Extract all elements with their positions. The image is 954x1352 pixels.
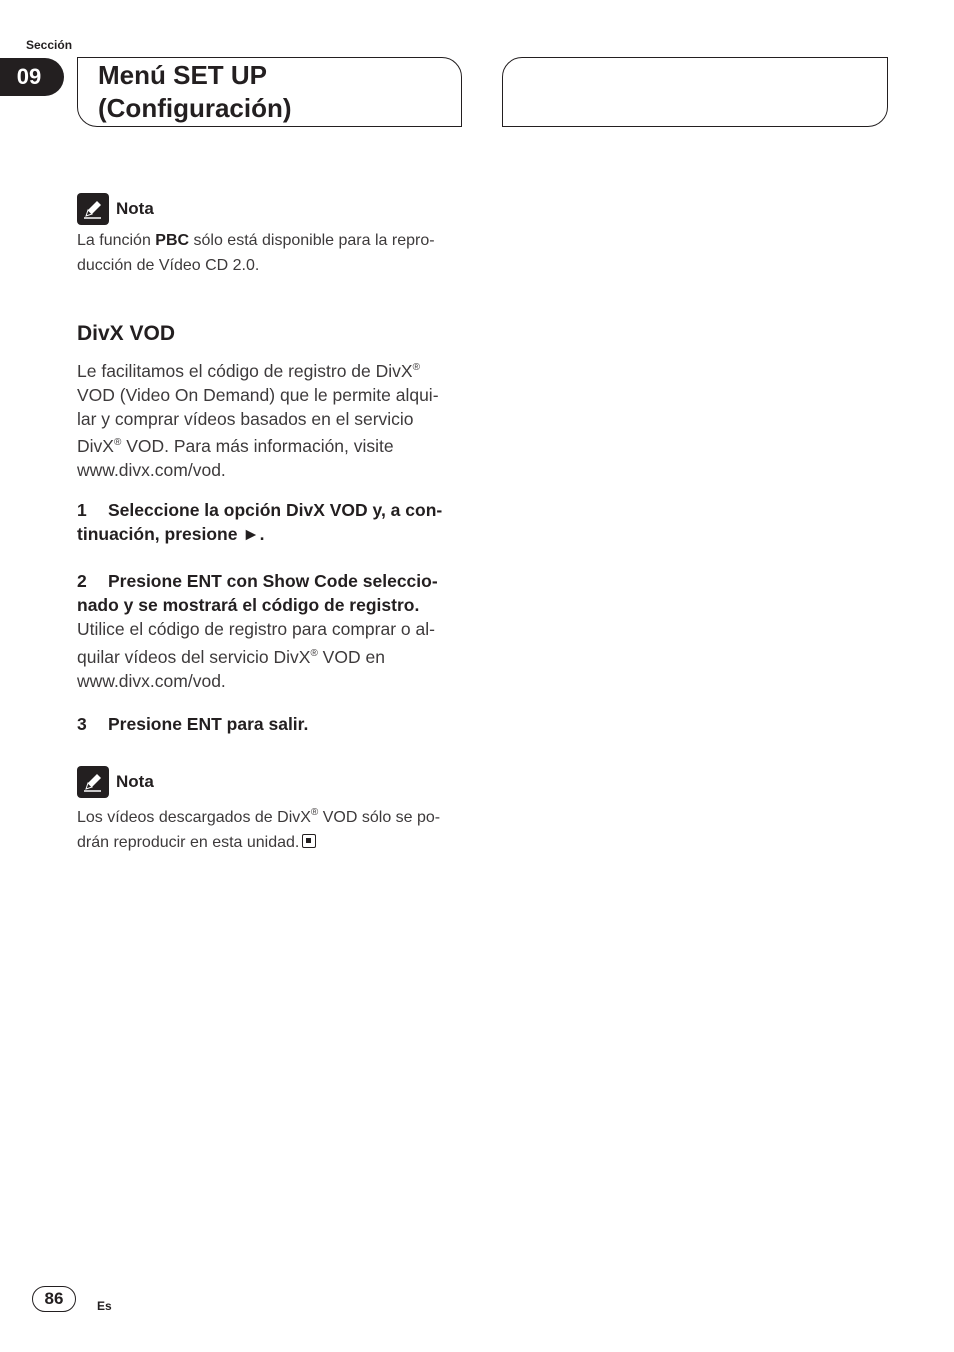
note-text-line: drán reproducir en esta unidad. [77,833,300,851]
paragraph-line: Le facilitamos el código de registro de DivX [77,361,413,381]
note-header [77,766,154,798]
note-text-bold: PBC [155,232,190,249]
paragraph-line: VOD (Video On Demand) que le permite alqui- [77,384,439,405]
description-line: www.divx.com/vod. [77,670,226,691]
step-text: tinuación, presione ►. [77,523,265,544]
description-line: quilar vídeos del servicio DivX [77,646,311,667]
description-line: Utilice el código de registro para comprar o al- [77,619,435,639]
step-text: Seleccione la opción DivX VOD y, a con- [108,500,443,520]
end-of-section-icon [302,834,316,848]
note-label: Nota [116,199,154,218]
step-number: 2 [77,571,87,591]
step-text: nado y se mostrará el código de registro. [77,594,420,615]
description-line: VOD en [317,646,385,667]
section-number-badge: 09 [0,58,64,96]
note-text [77,229,467,278]
page-number: 86 [32,1286,76,1312]
registered-mark: ® [310,647,318,659]
page-title-line2: (Configuración) [98,93,292,123]
note-text-part: Los vídeos descargados de DivX [77,809,311,826]
step-number: 3 [77,714,87,734]
step-3 [77,713,467,737]
note-text [77,801,467,855]
right-header-frame [502,57,888,127]
section-heading: DivX VOD [77,322,176,345]
section-label: Sección [26,38,73,52]
paragraph-line: VOD. Para más información, visite [121,436,394,457]
registered-mark: ® [310,807,319,818]
note-text-line: ducción de Vídeo CD 2.0. [77,256,260,274]
pencil-note-icon [77,193,109,225]
step-2 [77,570,467,618]
page-title [98,59,292,125]
language-code: Es [97,1299,112,1313]
registered-mark: ® [113,437,122,449]
step-2-description [77,618,467,693]
step-1 [77,499,467,547]
intro-paragraph [77,356,467,483]
paragraph-line: lar y comprar vídeos basados en el servicio [77,408,414,429]
step-text: Presione ENT para salir. [108,714,309,734]
note-text-part: sólo está disponible para la repro- [189,232,435,249]
paragraph-line: www.divx.com/vod. [77,460,226,481]
step-number: 1 [77,500,87,520]
note-text-part: La función [77,232,156,249]
step-text: Presione ENT con Show Code seleccio- [108,571,438,591]
note-text-part: VOD sólo se po- [318,809,441,826]
note-header [77,193,154,225]
note-label: Nota [116,772,154,791]
paragraph-line: DivX [77,436,114,457]
registered-mark: ® [412,362,420,373]
pencil-note-icon [77,766,109,798]
page-title-line1: Menú SET UP [98,60,268,90]
